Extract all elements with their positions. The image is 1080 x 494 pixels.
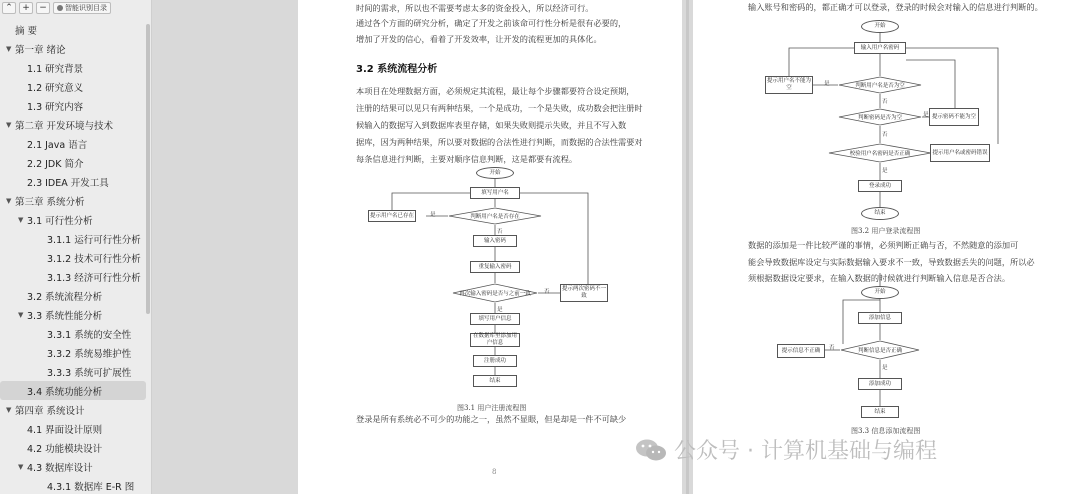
toc-item-label: 2.2 JDK 简介 [27,158,84,170]
toc-item[interactable] [0,115,146,134]
toc-item[interactable] [0,476,146,494]
toc-item[interactable] [0,77,146,96]
page-number: 8 [492,468,497,476]
expand-arrow-icon[interactable]: ▼ [18,310,24,319]
toc-item-label: 第三章 系统分析 [15,196,85,208]
toc-item-label: 3.3.2 系统易维护性 [47,348,132,360]
toc-item[interactable] [0,172,146,191]
login-flow-start: 开始 [861,20,899,33]
login-flow-pwd-empty-msg: 提示密码不能为空 [929,108,979,126]
flow-no-label: 否 [882,132,888,138]
paragraph-line: 候输入的数据写入到数据库表里存储，如果失败则提示失败，并且不写入数 [356,120,627,130]
paragraph-line: 每条信息进行判断，主要对顺序信息判断，这是都要有流程。 [356,154,578,164]
document-scrollbar[interactable] [686,0,689,494]
paragraph-line: 须根据数据设定要求，在输入数据的时候就进行判断输入信息是否合法。 [748,273,1011,283]
paragraph-line: 本项目在处理数据方面，必须规定其流程，最让每个步骤都要符合设定预期， [356,86,635,96]
section-heading: 3.2 系统流程分析 [356,64,438,75]
expand-arrow-icon[interactable]: ▼ [6,120,12,129]
wechat-icon [634,438,668,462]
toc-item-label: 3.1 可行性分析 [27,215,93,227]
flow-yes-label: 是 [824,81,830,87]
flow-check-same: 再次输入密码是否与之前一致 [452,283,538,303]
toc-item-label: 3.2 系统流程分析 [27,291,103,303]
toc-item[interactable] [0,438,146,457]
toc-item[interactable] [0,362,146,381]
add-heading-button[interactable]: + [19,2,33,14]
document-page-2 [693,0,1080,494]
toc-item[interactable] [0,343,146,362]
add-flow-invalid-msg: 提示信息不正确 [777,344,825,358]
toc-sidebar [0,0,152,494]
flow-register-ok: 注册成功 [473,355,517,367]
figure-caption: 图3.2 用户登录流程图 [851,227,921,235]
add-flow-add-ok: 添加成功 [858,378,902,390]
flow-check-exists: 判断用户名是否存在 [448,207,542,225]
expand-arrow-icon[interactable]: ▼ [18,215,24,224]
login-flow-check-match: 校验用户名密码是否正确 [828,143,932,163]
smart-toc-label: 智能识别目录 [65,4,107,12]
watermark-text: 公众号 · 计算机基础与编程 [674,439,937,464]
flow-yes-label: 是 [923,112,929,118]
toc-item[interactable] [0,419,146,438]
flow-fill-info: 填写用户信息 [470,313,520,325]
flow-no-label: 否 [497,229,503,235]
flow-no-label: 否 [544,289,550,295]
smart-toc-icon [57,5,63,11]
toc-scrollbar[interactable] [146,24,150,314]
paragraph-line: 据库，因为两种结果，所以要对数据的合法性进行判断，而数据的合法性需要对 [356,137,643,147]
toc-item-label: 3.3 系统性能分析 [27,310,103,322]
add-flow-add-info: 添加信息 [858,312,902,324]
expand-arrow-icon[interactable]: ▼ [18,462,24,471]
toc-item[interactable] [0,96,146,115]
toc-item-label: 3.4 系统功能分析 [27,386,103,398]
toc-item-label: 第四章 系统设计 [15,405,85,417]
toc-item-label: 3.1.3 经济可行性分析 [47,272,141,284]
toc-item-label: 第一章 绪论 [15,44,66,56]
toc-toolbar [0,0,152,16]
add-flow-check-valid: 判断信息是否正确 [840,340,920,360]
document-page-1 [298,0,682,494]
login-flow-end: 结束 [861,207,899,220]
paragraph-line: 能会导致数据库设定与实际数据输入要求不一致，导致数据丢失的问题，所以必 [748,257,1035,267]
toc-item-label: 4.3 数据库设计 [27,462,93,474]
toc-item[interactable] [0,20,146,39]
toc-item[interactable] [0,229,146,248]
toc-item-label: 2.1 Java 语言 [27,139,88,151]
toc-item[interactable] [0,286,146,305]
flow-yes-label: 是 [882,168,888,174]
login-flow-user-empty-msg: 提示用户名不能为空 [765,76,813,94]
toc-item-label: 4.2 功能模块设计 [27,443,103,455]
remove-heading-button[interactable]: − [36,2,50,14]
expand-arrow-icon[interactable]: ▼ [6,44,12,53]
flow-end: 结束 [473,375,517,387]
flow-no-label: 否 [829,345,835,351]
paragraph-line: 通过各个方面的研究分析，确定了开发之前该命可行性分析是很有必要的， [356,18,627,28]
toc-item[interactable] [0,248,146,267]
paragraph-line: 输入账号和密码的，都正确才可以登录，登录的时候会对输入的信息进行判断的。 [748,2,1043,12]
toc-item-label: 2.3 IDEA 开发工具 [27,177,109,189]
flow-no-label: 否 [882,99,888,105]
add-flow-end: 结束 [861,406,899,418]
login-flow-error-msg: 提示用户名或密码错误 [930,144,990,162]
toc-item-label: 1.2 研究意义 [27,82,84,94]
toc-item[interactable] [0,381,146,400]
add-flow-start: 开始 [861,286,899,299]
toc-item[interactable] [0,267,146,286]
flow-fill-username: 填写用户名 [470,187,520,199]
paragraph-line: 数据的添加是一件比较严谨的事情，必须判断正确与否，不然随意的添加可 [748,240,1019,250]
paragraph-line: 增加了开发的信心，看着了开发效率，让开发的流程更加的具体化。 [356,34,602,44]
collapse-all-button[interactable]: ⌃ [2,2,16,14]
toc-item-label: 1.3 研究内容 [27,101,84,113]
expand-arrow-icon[interactable]: ▼ [6,196,12,205]
toc-item[interactable] [0,324,146,343]
toc-list [0,20,146,494]
flow-start: 开始 [476,167,514,179]
toc-item-label: 摘 要 [15,25,38,37]
toc-item[interactable] [0,58,146,77]
toc-item[interactable] [0,191,146,210]
flow-yes-label: 是 [497,307,503,313]
login-flow-check-user-empty: 判断用户名是否为空 [838,76,922,94]
login-flow-check-pwd-empty: 判断密码是否为空 [838,108,922,126]
flow-input-password: 输入密码 [473,235,517,247]
figure-caption: 图3.3 信息添加流程图 [851,427,921,435]
paragraph-line: 登录是所有系统必不可少的功能之一，虽然不显眼，但是却是一件不可缺少 [356,414,627,424]
toc-item-label: 4.3.1 数据库 E-R 图 [47,481,135,493]
toc-item[interactable] [0,39,146,58]
toc-item[interactable] [0,134,146,153]
login-flow-login-ok: 登录成功 [858,180,902,192]
toc-item-label: 1.1 研究背景 [27,63,84,75]
login-flow-input: 输入用户名密码 [854,42,906,54]
flow-yes-label: 是 [882,365,888,371]
toc-item-label: 3.1.2 技术可行性分析 [47,253,141,265]
expand-arrow-icon[interactable]: ▼ [6,405,12,414]
toc-item[interactable] [0,457,146,476]
smart-toc-button[interactable] [53,2,111,14]
toc-item-label: 4.1 界面设计原则 [27,424,103,436]
watermark [634,434,937,465]
toc-item-label: 3.1.1 运行可行性分析 [47,234,141,246]
toc-item[interactable] [0,210,146,229]
flow-add-db: 在数据库里添加用户信息 [470,333,520,347]
flow-input-password-again: 重复输入密码 [470,261,520,273]
toc-item-label: 第二章 开发环境与技术 [15,120,114,132]
toc-item-label: 3.3.1 系统的安全性 [47,329,132,341]
paragraph-line: 注册的结果可以见只有两种结果，一个是成功，一个是失败，成功数会把注册时 [356,103,643,113]
toc-item[interactable] [0,400,146,419]
flow-exists-msg: 提示用户名已存在 [368,210,416,222]
flow-yes-label: 是 [430,212,436,218]
toc-item[interactable] [0,305,146,324]
toc-item[interactable] [0,153,146,172]
toc-item-label: 3.3.3 系统可扩展性 [47,367,132,379]
figure-caption: 图3.1 用户注册流程图 [457,404,527,412]
paragraph-line: 时间的需求，所以也不需要考虑太多的资金投入，所以经济可行。 [356,3,594,13]
flow-mismatch-msg: 提示两次密码不一致 [560,284,608,302]
